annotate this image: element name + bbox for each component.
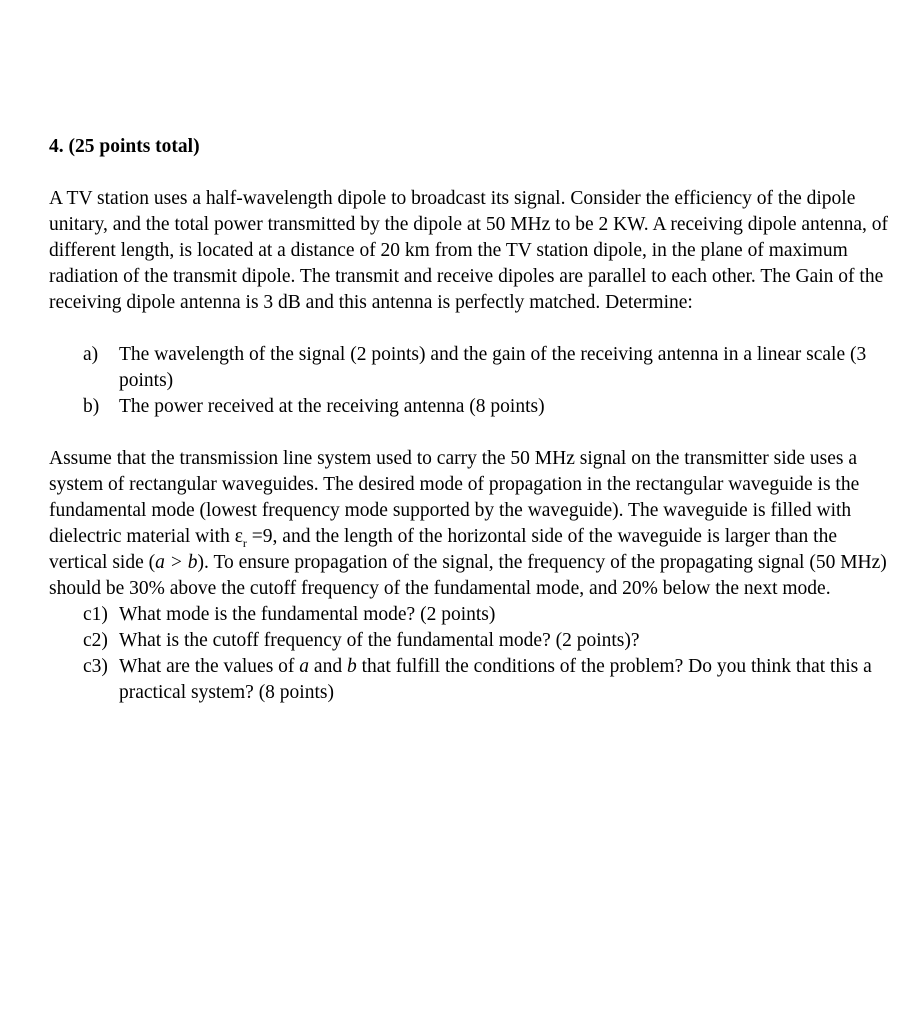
part-c3-text-before: What are the values of xyxy=(119,656,300,677)
part-b-text: The power received at the receiving antenna (8 points) xyxy=(119,396,545,417)
parts-ab-list xyxy=(49,342,894,420)
list-marker: c2) xyxy=(83,630,108,651)
question-title: 4. (25 points total) xyxy=(49,136,200,157)
epsilon-subscript: r xyxy=(242,535,247,550)
list-item xyxy=(49,654,894,706)
part-c3-text xyxy=(119,656,872,703)
waveguide-text-2: =9, and the length of the horizontal side of the waveguide is larger than the vertical side ( xyxy=(49,526,837,573)
variable-b: b xyxy=(346,656,357,677)
list-marker: c3) xyxy=(83,656,108,677)
list-item xyxy=(49,602,894,628)
part-c2-text: What is the cutoff frequency of the fundamental mode? (2 points)? xyxy=(119,630,640,651)
question-intro: A TV station uses a half-wavelength dipole to broadcast its signal. Consider the efficiency of the dipole unitary, and the total power transmitted by the dipole at 50 MHz to be 2 KW. A receiving dipole antenna, of different length, is located at a distance of 20 km from the TV station dipole, in the plane of maximum radiation of the transmit dipole. The transmit and receive dipoles are parallel to each other. The Gain of the receiving dipole antenna is 3 dB and this antenna is perfectly matched. Determine: xyxy=(49,188,889,313)
waveguide-text-1: Assume that the transmission line system used to carry the 50 MHz signal on the transmitter side uses a system of rectangular waveguides. The desired mode of propagation in the rectangular waveguide is the fundamental mode (lowest frequency mode supported by the waveguide). The waveguide is filled with dielectric material with xyxy=(49,448,860,547)
part-c3-text-after: that fulfill the conditions of the problem? Do you think that this a practical system? (8 points) xyxy=(119,656,872,703)
list-item xyxy=(49,394,894,420)
waveguide-text-3: ). To ensure propagation of the signal, the frequency of the propagating signal (50 MHz) should be 30% above the cutoff frequency of the fundamental mode, and 20% below the next mode. xyxy=(49,552,887,599)
list-marker: b) xyxy=(83,396,100,417)
list-marker: a) xyxy=(83,344,99,365)
list-marker: c1) xyxy=(83,604,108,625)
list-item xyxy=(49,342,894,394)
list-item xyxy=(49,628,894,654)
variable-a: a xyxy=(299,656,310,677)
inequality: a > b xyxy=(155,552,198,573)
part-c1-text: What mode is the fundamental mode? (2 points) xyxy=(119,604,496,625)
part-a-text: The wavelength of the signal (2 points) and the gain of the receiving antenna in a linear scale (3 points) xyxy=(119,344,867,391)
epsilon-symbol: ε xyxy=(234,526,243,547)
exam-question xyxy=(49,134,894,706)
parts-c-list xyxy=(49,602,894,706)
part-c3-text-and: and xyxy=(309,656,347,677)
waveguide-paragraph xyxy=(49,446,894,602)
